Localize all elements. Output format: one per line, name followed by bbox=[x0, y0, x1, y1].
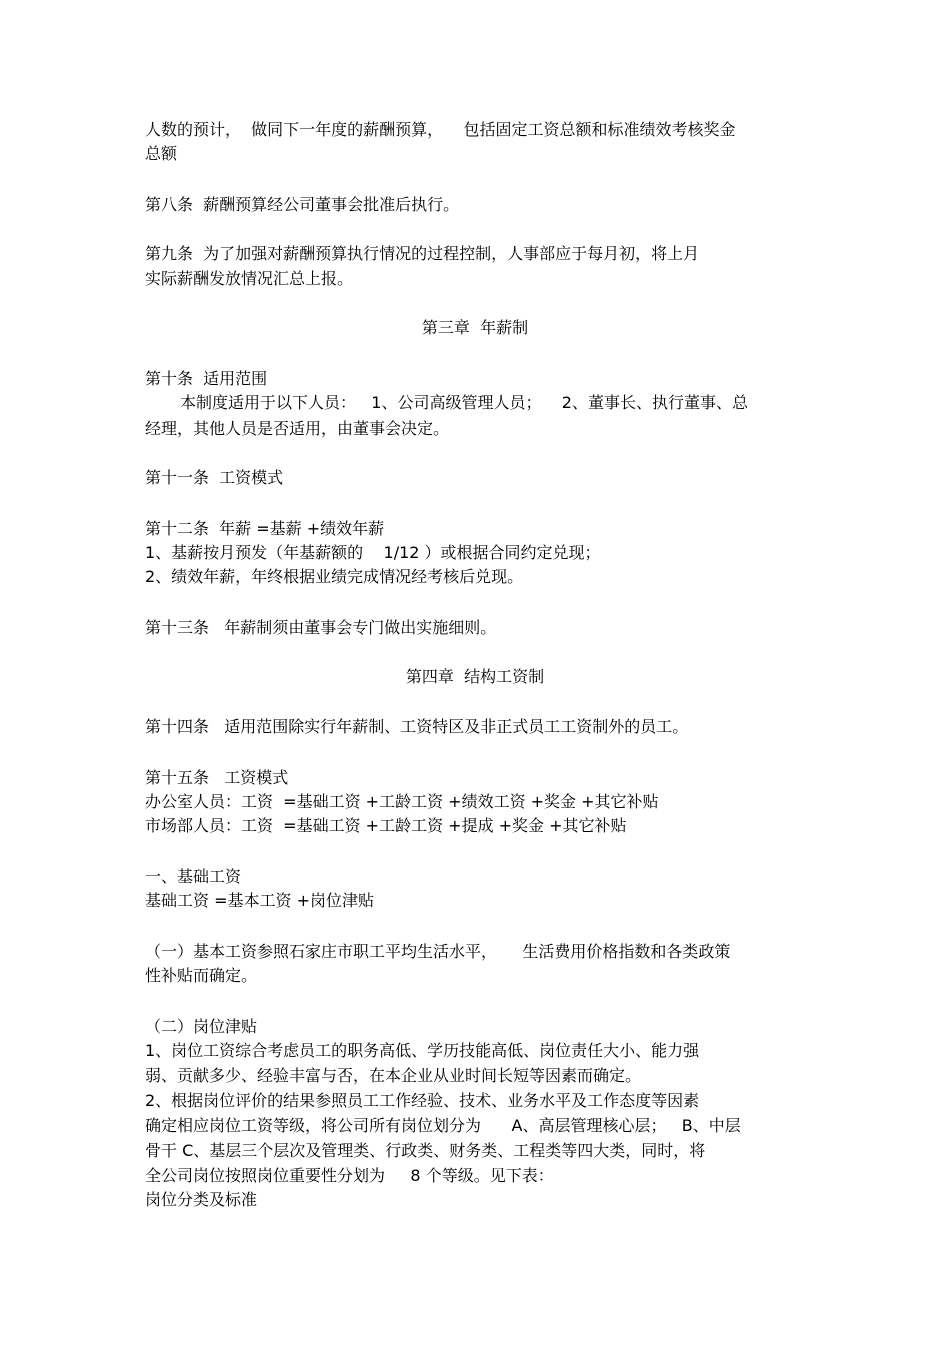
article-14: 第十四条 适用范围除实行年薪制、工资特区及非正式员工工资制外的员工。 bbox=[145, 717, 689, 736]
article-12-item-1: 1、基薪按月预发（年基薪额的 1/12 ）或根据合同约定兑现； bbox=[145, 543, 601, 562]
table-caption: 岗位分类及标准 bbox=[145, 1190, 258, 1209]
subsection-2-item-2-line-1: 2、根据岗位评价的结果参照员工工作经验、技术、业务水平及工作态度等因素 bbox=[145, 1091, 700, 1110]
base-salary-formula: 基础工资 =基本工资 +岗位津贴 bbox=[145, 891, 374, 910]
text-line-2: 总额 bbox=[145, 144, 178, 163]
article-11: 第十一条 工资模式 bbox=[145, 468, 284, 487]
article-10-line-1: 本制度适用于以下人员： 1、公司高级管理人员； 2、董事长、执行董事、总 bbox=[180, 393, 748, 412]
subsection-2-item-1-line-2: 弱、贡献多少、经验丰富与否，在本企业从业时间长短等因素而确定。 bbox=[145, 1066, 642, 1085]
article-8: 第八条 薪酬预算经公司董事会批准后执行。 bbox=[145, 195, 460, 214]
office-staff-formula: 办公室人员：工资 =基础工资 +工龄工资 +绩效工资 +奖金 +其它补贴 bbox=[145, 792, 659, 811]
subsection-2-item-2-line-2: 确定相应岗位工资等级，将公司所有岗位划分为 A、高层管理核心层； B、中层 bbox=[145, 1116, 741, 1135]
market-staff-formula: 市场部人员：工资 =基础工资 +工龄工资 +提成 +奖金 +其它补贴 bbox=[145, 816, 627, 835]
article-10-line-2: 经理，其他人员是否适用，由董事会决定。 bbox=[145, 419, 450, 438]
subsection-2-item-2-line-3: 骨干 C、基层三个层次及管理类、行政类、财务类、工程类等四大类，同时，将 bbox=[145, 1141, 706, 1160]
subsection-2-item-1-line-1: 1、岗位工资综合考虑员工的职务高低、学历技能高低、岗位责任大小、能力强 bbox=[145, 1041, 700, 1060]
subsection-1-line-2: 性补贴而确定。 bbox=[145, 966, 258, 985]
article-13: 第十三条 年薪制须由董事会专门做出实施细则。 bbox=[145, 618, 497, 637]
article-9-line-2: 实际薪酬发放情况汇总上报。 bbox=[145, 269, 354, 288]
article-15-heading: 第十五条 工资模式 bbox=[145, 768, 289, 787]
subsection-1-line-1: （一）基本工资参照石家庄市职工平均生活水平， 生活费用价格指数和各类政策 bbox=[145, 942, 731, 961]
article-12-item-2: 2、绩效年薪，年终根据业绩完成情况经考核后兑现。 bbox=[145, 567, 524, 586]
text-line-1: 人数的预计， 做同下一年度的薪酬预算， 包括固定工资总额和标准绩效考核奖金 bbox=[145, 120, 736, 139]
section-1-heading: 一、基础工资 bbox=[145, 867, 242, 886]
subsection-2-heading: （二）岗位津贴 bbox=[145, 1017, 258, 1036]
article-12-heading: 第十二条 年薪 =基薪 +绩效年薪 bbox=[145, 519, 385, 538]
subsection-2-item-2-line-4: 全公司岗位按照岗位重要性分划为 8 个等级。见下表： bbox=[145, 1166, 554, 1185]
article-10-heading: 第十条 适用范围 bbox=[145, 369, 268, 388]
article-9-line-1: 第九条 为了加强对薪酬预算执行情况的过程控制，人事部应于每月初，将上月 bbox=[145, 244, 700, 263]
chapter-3-heading: 第三章 年薪制 bbox=[421, 318, 529, 337]
chapter-4-heading: 第四章 结构工资制 bbox=[405, 667, 545, 686]
